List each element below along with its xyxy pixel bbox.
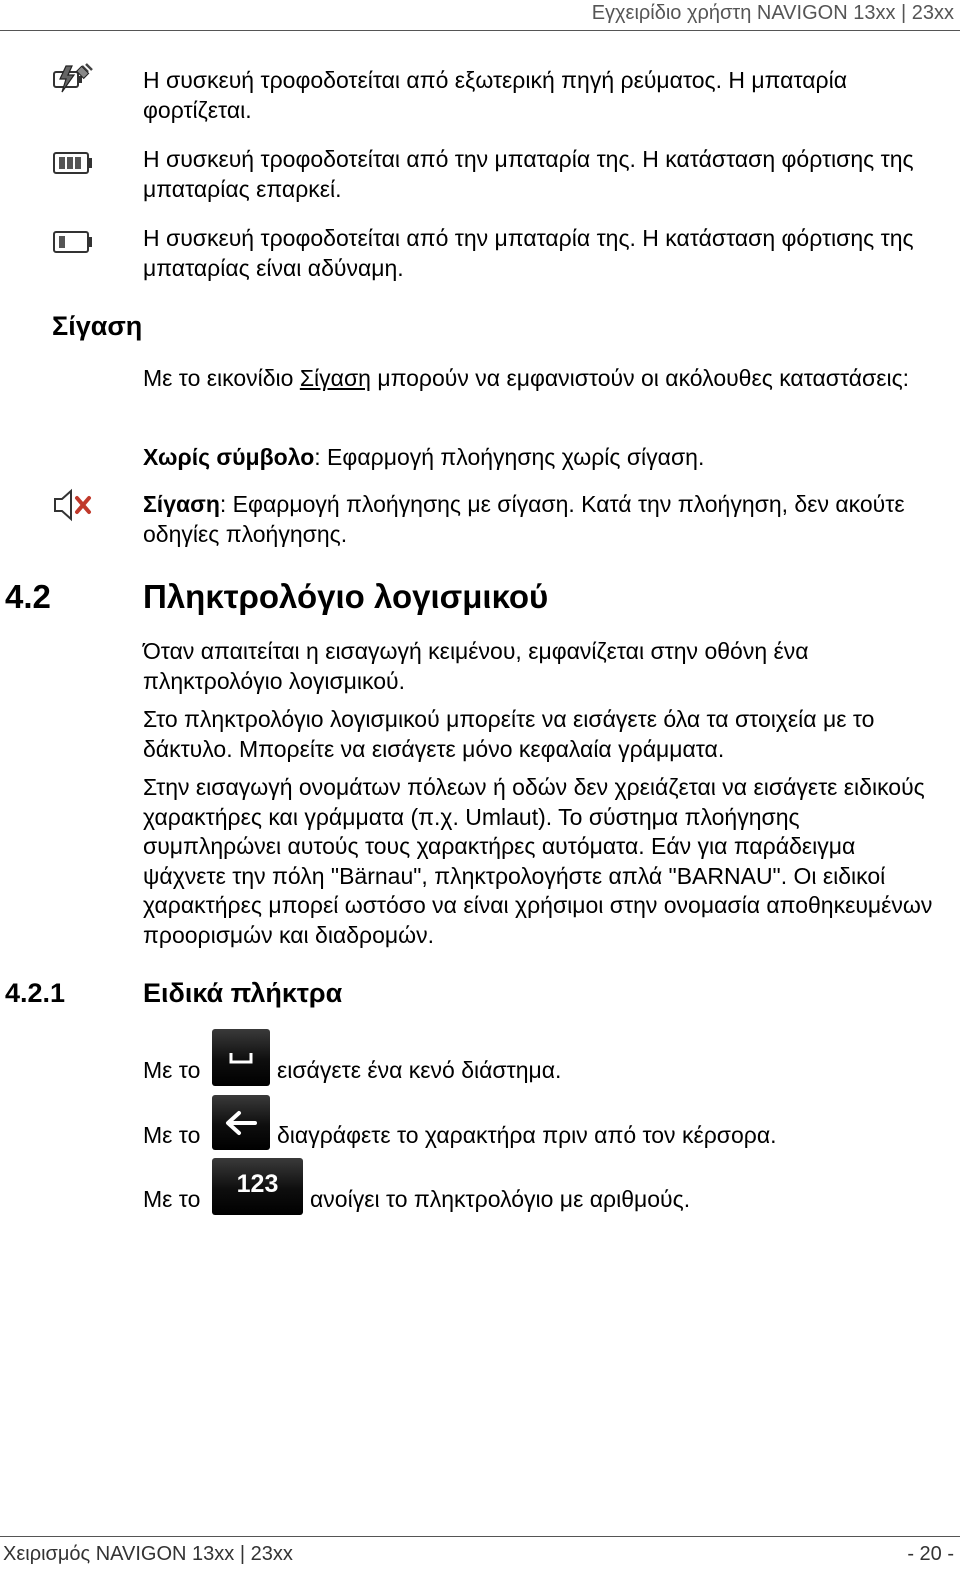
battery-sufficient-text: Η συσκευή τροφοδοτείται από την μπαταρία της. Η κατάσταση φόρτισης της μπαταρίας επαρκεί.: [143, 146, 914, 202]
section-paragraph: Στο πληκτρολόγιο λογισμικού μπορείτε να εισάγετε όλα τα στοιχεία με το δάκτυλο. Μπορείτε να εισάγετε μόνο κεφαλαία γράμματα.: [143, 706, 875, 762]
section-number: 4.2: [5, 578, 51, 615]
section-paragraph: Στην εισαγωγή ονομάτων πόλεων ή οδών δεν χρειάζεται να εισάγετε ειδικούς χαρακτήρες και γράμματα (π.χ. Umlaut). Το σύστημα πλοήγησης συμπληρώνει αυτούς τους χαρακτήρες αυτόματα. Εάν για παράδειγμα ψάχνετε την πόλη "Bärnau", πληκτρολογήστε απλά "BARNAU". Οι ειδικοί χαρακτήρες μπορεί ωστόσο να είναι χρήσιμοι στην ονομασία αποθηκευμένων προορισμών και διαδρομών.: [143, 774, 933, 948]
power-external-text: Η συσκευή τροφοδοτείται από εξωτερική πηγή ρεύματος. Η μπαταρία φορτίζεται.: [143, 67, 848, 123]
footer-divider: [0, 1536, 960, 1537]
mute-no-symbol-text: Χωρίς σύμβολο: Εφαρμογή πλοήγησης χωρίς σίγαση.: [143, 444, 705, 470]
key-prefix: Με το: [143, 1186, 201, 1212]
mute-heading: Σίγαση: [52, 311, 143, 341]
mute-link: Σίγαση: [299, 365, 371, 391]
battery-full-icon: [52, 150, 94, 181]
subsection-number: 4.2.1: [5, 978, 66, 1008]
battery-low-icon: [52, 229, 94, 260]
section-title: Πληκτρολόγιο λογισμικού: [143, 578, 549, 615]
mute-on-text: Σίγαση: Εφαρμογή πλοήγησης με σίγαση. Κατά την πλοήγηση, δεν ακούτε οδηγίες πλοήγησης.: [143, 491, 905, 547]
space-key-icon: [212, 1029, 270, 1086]
plug-charging-icon: [52, 62, 94, 101]
backspace-key-text: διαγράφετε το χαρακτήρα πριν από τον κέρσορα.: [277, 1122, 777, 1148]
section-paragraph: Όταν απαιτείται η εισαγωγή κειμένου, εμφανίζεται στην οθόνη ένα πληκτρολόγιο λογισμικού.: [143, 638, 809, 694]
page-header-title: Εγχειρίδιο χρήστη NAVIGON 13xx | 23xx: [591, 2, 954, 24]
speaker-muted-icon: [52, 488, 94, 527]
key-prefix: Με το: [143, 1057, 201, 1083]
subsection-title: Ειδικά πλήκτρα: [143, 978, 343, 1008]
footer-chapter: Χειρισμός NAVIGON 13xx | 23xx: [3, 1543, 293, 1565]
battery-weak-text: Η συσκευή τροφοδοτείται από την μπαταρία της. Η κατάσταση φόρτισης της μπαταρίας είναι αδύναμη.: [143, 225, 914, 281]
header-divider: [0, 30, 960, 31]
backspace-key-icon: [212, 1095, 270, 1150]
mute-intro: Με το εικονίδιο Σίγαση μπορούν να εμφανιστούν οι ακόλουθες καταστάσεις:: [143, 365, 910, 391]
page-number: - 20 -: [907, 1543, 954, 1565]
key-prefix: Με το: [143, 1122, 201, 1148]
numeric-key-text: ανοίγει το πληκτρολόγιο με αριθμούς.: [310, 1186, 691, 1212]
numeric-key-icon: [212, 1158, 303, 1215]
numeric-key-label: 123: [236, 1170, 279, 1198]
space-key-text: εισάγετε ένα κενό διάστημα.: [277, 1057, 562, 1083]
